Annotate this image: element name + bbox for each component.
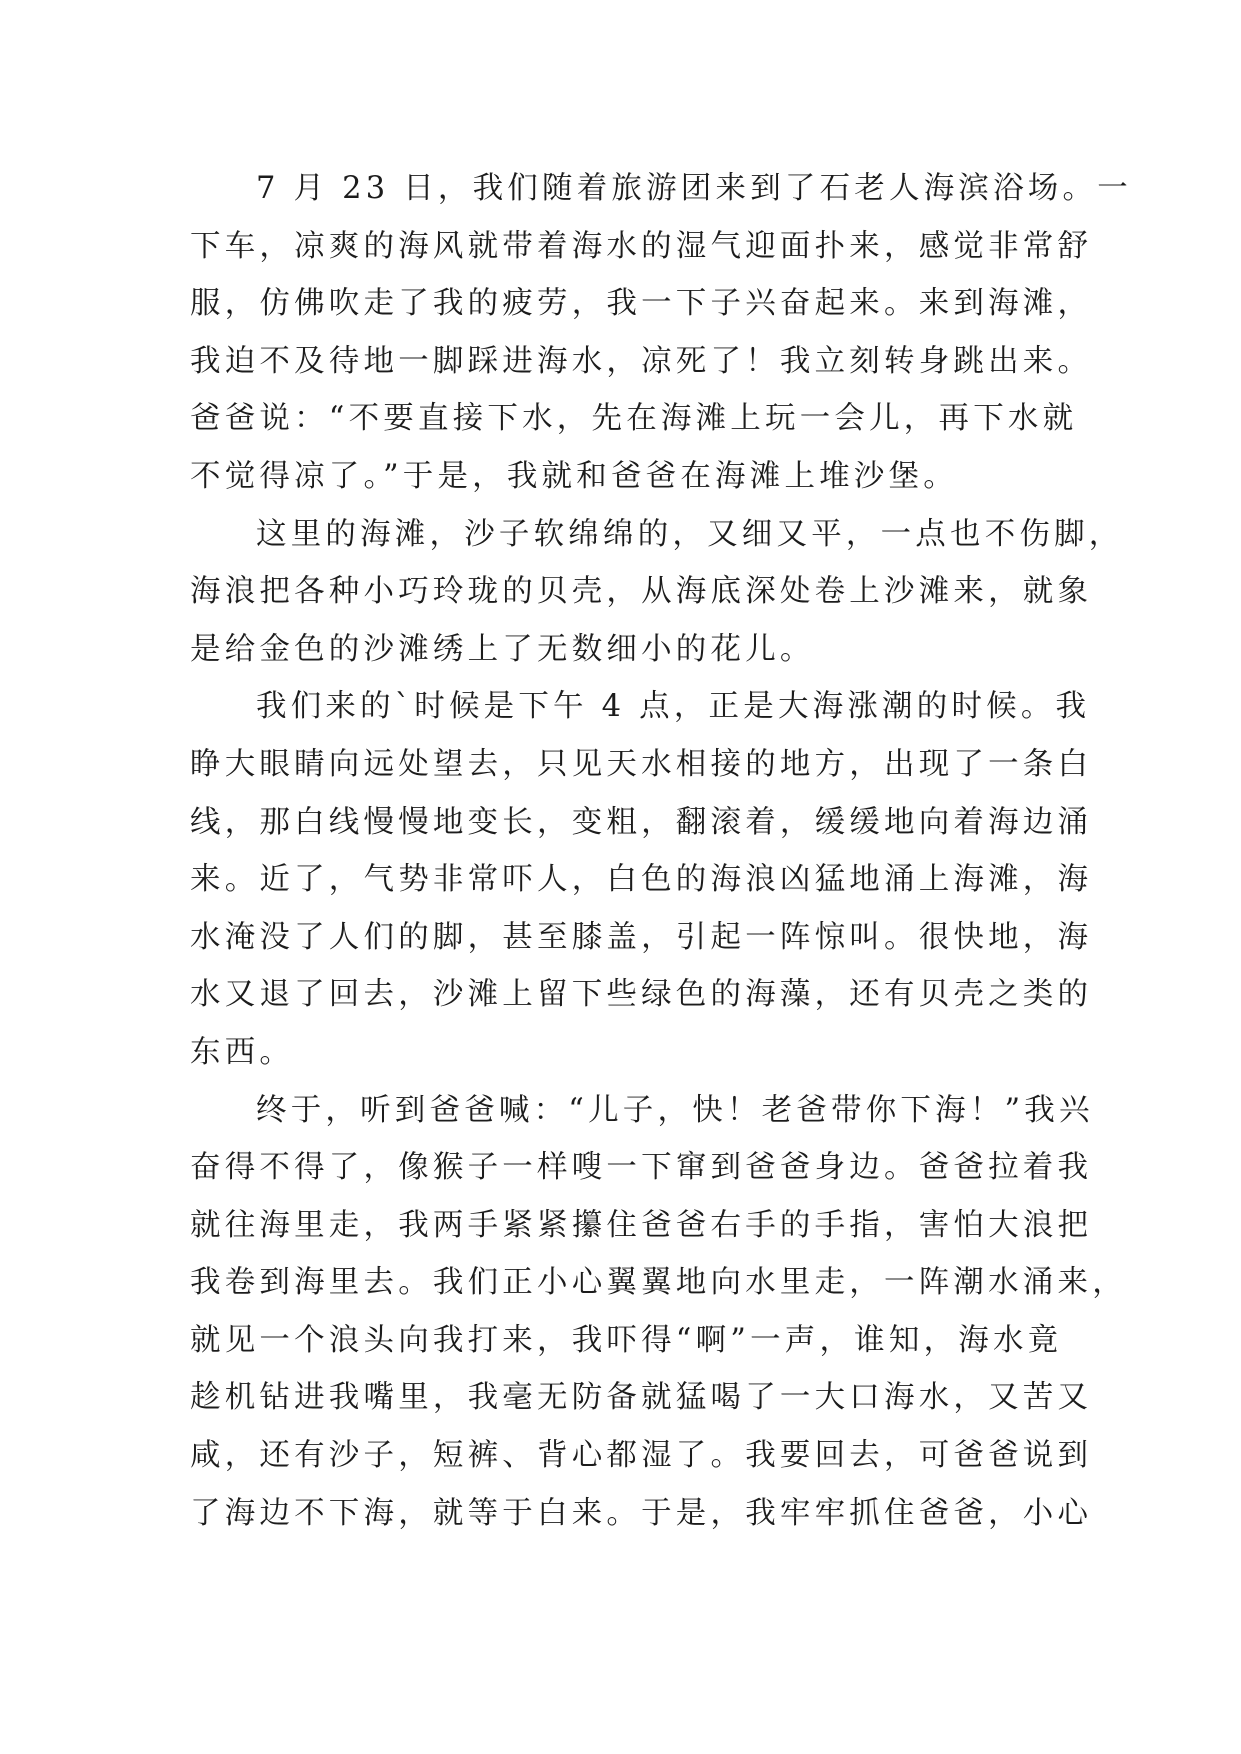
paragraph-4 xyxy=(190,1082,1127,1543)
paragraph-1 xyxy=(190,160,1132,506)
text-line: 是给金色的沙滩绣上了无数细小的花儿。 xyxy=(190,631,815,667)
paragraph-3 xyxy=(190,678,1093,1081)
text-line: 水淹没了人们的脚，甚至膝盖，引起一阵惊叫。很快地，海 xyxy=(190,919,1093,955)
text-line: 海浪把各种小巧玲珑的贝壳，从海底深处卷上沙滩来，就象 xyxy=(190,574,1093,610)
text-line: 这里的海滩，沙子软绵绵的，又细又平，一点也不伤脚， xyxy=(256,516,1124,552)
text-line: 终于，听到爸爸喊：“儿子，快！老爸带你下海！”我兴 xyxy=(256,1092,1094,1128)
text-line: 东西。 xyxy=(190,1034,295,1070)
text-line: 我们来的`时候是下午 4 点，正是大海涨潮的时候。我 xyxy=(256,689,1091,725)
text-line: 7 月 23 日，我们随着旅游团来到了石老人海滨浴场。一 xyxy=(256,171,1132,206)
text-line: 水又退了回去，沙滩上留下些绿色的海藻，还有贝壳之类的 xyxy=(190,977,1093,1013)
text-line: 爸爸说：“不要直接下水，先在海滩上玩一会儿，再下水就 xyxy=(190,401,1078,437)
text-line: 就往海里走，我两手紧紧攥住爸爸右手的手指，害怕大浪把 xyxy=(190,1207,1093,1243)
text-line: 线，那白线慢慢地变长，变粗，翻滚着，缓缓地向着海边涌 xyxy=(190,804,1093,840)
paragraph-2 xyxy=(190,506,1124,679)
text-line: 趁机钻进我嘴里，我毫无防备就猛喝了一大口海水，又苦又 xyxy=(190,1380,1093,1416)
text-line: 服，仿佛吹走了我的疲劳，我一下子兴奋起来。来到海滩， xyxy=(190,286,1093,322)
text-line: 咸，还有沙子，短裤、背心都湿了。我要回去，可爸爸说到 xyxy=(190,1438,1093,1474)
text-line: 奋得不得了，像猴子一样嗖一下窜到爸爸身边。爸爸拉着我 xyxy=(190,1150,1093,1186)
text-line: 下车，凉爽的海风就带着海水的湿气迎面扑来，感觉非常舒 xyxy=(190,228,1093,264)
text-line: 了海边不下海，就等于白来。于是，我牢牢抓住爸爸，小心 xyxy=(190,1495,1093,1531)
text-line: 不觉得凉了。”于是，我就和爸爸在海滩上堆沙堡。 xyxy=(190,458,958,494)
text-line: 我迫不及待地一脚踩进海水，凉死了！我立刻转身跳出来。 xyxy=(190,343,1093,379)
text-line: 睁大眼睛向远处望去，只见天水相接的地方，出现了一条白 xyxy=(190,746,1093,782)
text-line: 就见一个浪头向我打来，我吓得“啊”一声，谁知，海水竟 xyxy=(190,1322,1063,1358)
document-body xyxy=(190,160,1132,1542)
text-line: 我卷到海里去。我们正小心翼翼地向水里走，一阵潮水涌来， xyxy=(190,1265,1127,1301)
text-line: 来。近了，气势非常吓人，白色的海浪凶猛地涌上海滩，海 xyxy=(190,862,1093,898)
